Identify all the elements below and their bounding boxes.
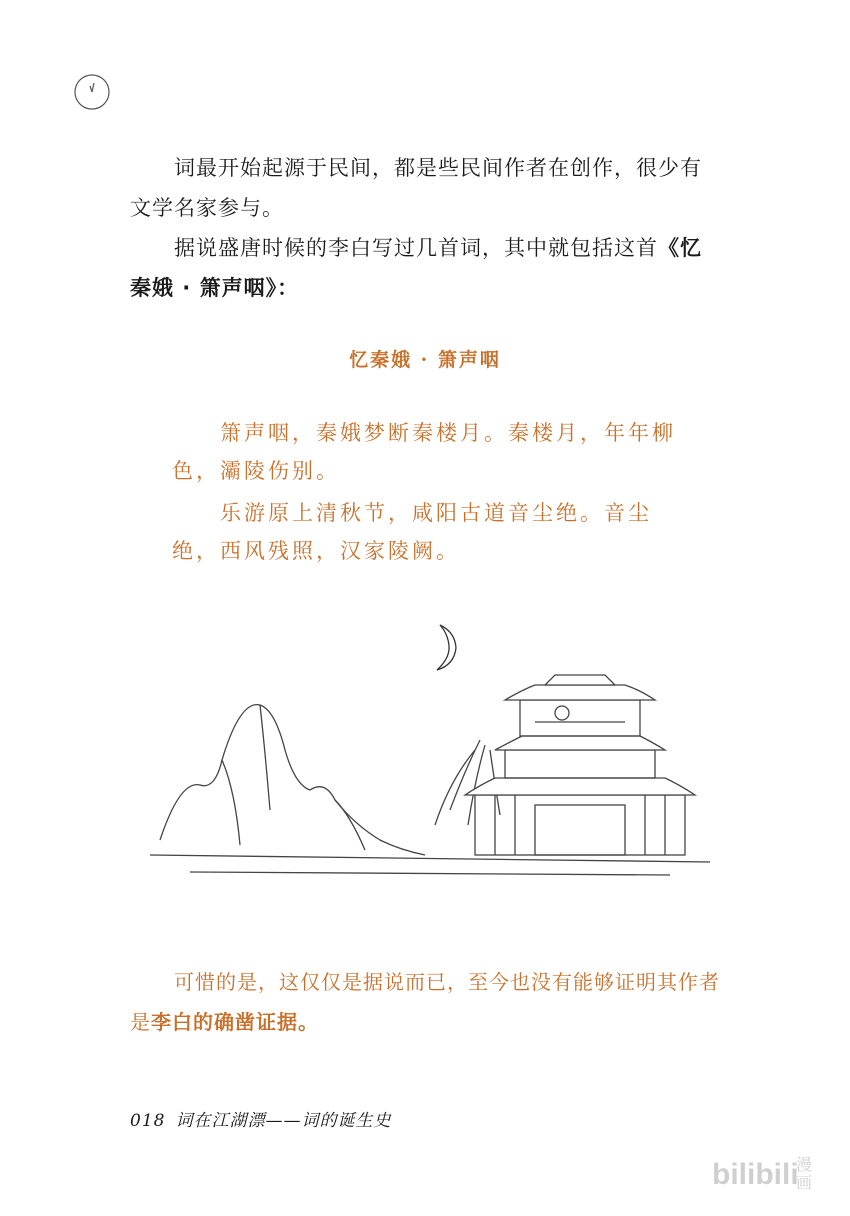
intro-paragraph-1: 词最开始起源于民间，都是些民间作者在创作，很少有文学名家参与。 xyxy=(130,156,702,220)
poem-title-reference: 《忆秦娥 · 箫声咽》： xyxy=(130,236,702,300)
manga-watermark-label: 漫画 xyxy=(795,1155,812,1192)
intro-paragraph-2 xyxy=(130,228,722,308)
page-footer xyxy=(130,1106,391,1131)
bilibili-watermark: bilibili xyxy=(712,1158,799,1191)
poem-title: 忆秦娥 · 箫声咽 xyxy=(349,349,501,371)
page-number: 018 xyxy=(130,1111,166,1131)
closing-note-text: 可惜的是，这仅仅是据说而已，至今也没有能够证明其作者是 xyxy=(130,970,720,1034)
poem-stanza-2: 乐游原上清秋节，咸阳古道音尘绝。音尘绝，西风残照，汉家陵阙。 xyxy=(172,501,652,563)
intro-paragraph-2-text: 据说盛唐时候的李白写过几首词，其中就包括这首 xyxy=(174,236,658,260)
book-title: 词在江湖漂——词的诞生史 xyxy=(175,1111,392,1131)
closing-note xyxy=(130,962,730,1042)
poem-stanza-1: 箫声咽，秦娥梦断秦楼月。秦楼月，年年柳色，灞陵伤别。 xyxy=(172,421,676,483)
pavilion-moon-mountains-illustration xyxy=(150,610,720,900)
clock-icon xyxy=(73,73,111,111)
closing-note-emphasis: 李白的确凿证据。 xyxy=(151,1010,319,1034)
